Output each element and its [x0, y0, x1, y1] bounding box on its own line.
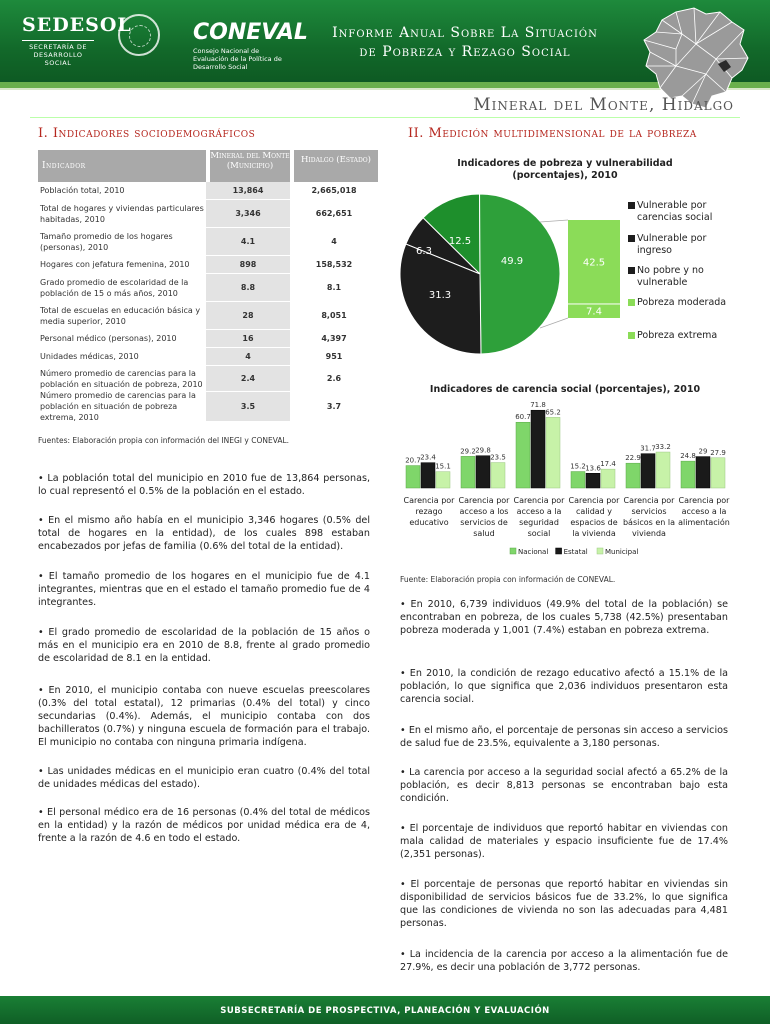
legend-swatch: [628, 267, 635, 274]
legend-swatch: [628, 235, 635, 242]
report-title: [300, 24, 630, 62]
sedesol-subtitle: SECRETARÍA DE DESARROLLO SOCIAL: [22, 40, 94, 67]
table-row: [38, 302, 378, 330]
row-label: Unidades médicas, 2010: [40, 352, 139, 361]
bar: [711, 458, 725, 488]
table-header: [38, 150, 378, 182]
bar-value-label: 65.2: [545, 408, 561, 417]
legend-label: Pobreza extrema: [637, 330, 718, 341]
bar: [681, 461, 695, 488]
row-label: Tamaño promedio de los hogares (personas), 2010: [40, 231, 173, 252]
row-state-value: 662,651: [315, 209, 353, 218]
indicators-table: [38, 150, 378, 422]
breakdown-label-extreme: 7.4: [586, 306, 602, 318]
table-row: [38, 274, 378, 302]
row-municipality-value: 2.4: [206, 366, 290, 391]
category-label: Carencia por calidad y espacios de la vivienda: [568, 496, 620, 538]
row-label: Personal médico (personas), 2010: [40, 334, 177, 343]
footer-band: SUBSECRETARÍA DE PROSPECTIVA, PLANEACIÓN Y EVALUACIÓN: [0, 996, 770, 1024]
row-municipality-value: 3,346: [206, 200, 290, 227]
bar-value-label: 24.8: [680, 452, 696, 461]
connector-line: [540, 220, 568, 222]
bar-legend-label: Estatal: [563, 548, 588, 556]
right-paragraph: • El porcentaje de individuos que reportó habitar en viviendas con mala calidad de materiales y espacio insuficiente fue de 17.4% (2,351 personas).: [400, 823, 728, 860]
bar: [586, 473, 600, 488]
poverty-pie-chart: [390, 190, 630, 370]
right-paragraph: • En 2010, la condición de rezago educativo afectó a 15.1% de la población, lo que significa que 2,036 individuos presentaron esta carencia social.: [400, 668, 728, 705]
row-label: Población total, 2010: [40, 186, 125, 195]
bar: [571, 472, 585, 488]
table-row: [38, 182, 378, 200]
row-label: Total de hogares y viviendas particulares habitadas, 2010: [40, 203, 204, 224]
left-paragraph: • La población total del municipio en 2010 fue de 13,864 personas, lo cual representó el 0.5% de la población en el estado.: [38, 473, 370, 497]
coneval-logo-text: CONEVAL: [193, 20, 308, 45]
national-seal-icon: [118, 14, 160, 56]
right-paragraph: • El porcentaje de personas que reportó habitar en viviendas sin disponibilidad de servicios básicos fue de 33.2%, lo que significa que las condiciones de vivienda no son las adecuadas para 4,481 personas.: [400, 879, 728, 929]
category-label: Carencia por acceso a la alimentación: [678, 496, 730, 527]
row-municipality-value: 13,864: [206, 182, 290, 199]
right-paragraph: • La incidencia de la carencia por acceso a la alimentación fue de 27.9%, es decir una población de 3,772 personas.: [400, 949, 728, 973]
bar-chart-title: Indicadores de carencia social (porcentajes), 2010: [429, 384, 701, 395]
bar: [641, 454, 655, 488]
sedesol-logo-text: SEDESOL: [22, 14, 132, 36]
category-label: Carencia por acceso a la seguridad social: [513, 496, 565, 538]
left-paragraph: • En el mismo año había en el municipio 3,346 hogares (0.5% del total de hogares en la entidad), de los cuales 898 estaban encabezados por jefas de familia (0.6% del total de la entidad).: [38, 515, 370, 552]
bar: [531, 410, 545, 488]
right-paragraph: • En 2010, 6,739 individuos (49.9% del total de la población) se encontraban en pobreza, de los cuales 5,738 (42.5%) presentaban pobreza moderada y 1,001 (7.4%) estaban en pobreza extrema.: [400, 599, 728, 636]
pie-slice-label: 49.9: [500, 256, 524, 267]
row-municipality-value: 3.5: [206, 392, 290, 421]
source-note-right: Fuente: Elaboración propia con información de CONEVAL.: [400, 575, 616, 584]
row-state-value: 3.7: [326, 402, 342, 411]
bar-value-label: 60.7: [515, 413, 531, 422]
bar-legend-swatch: [597, 548, 603, 554]
row-municipality-value: 4: [206, 348, 290, 365]
breakdown-label-moderate: 42.5: [582, 257, 606, 269]
coneval-logo: [193, 20, 308, 71]
row-label: Total de escuelas en educación básica y media superior, 2010: [40, 305, 201, 326]
row-state-value: 8,051: [321, 311, 347, 320]
legend-label: No pobre y no vulnerable: [637, 265, 704, 288]
report-title-line1: Informe Anual Sobre La Situación: [332, 25, 598, 41]
bar: [406, 466, 420, 488]
bar-value-label: 29: [698, 447, 708, 456]
bar: [601, 469, 615, 488]
legend-swatch: [628, 202, 635, 209]
header-municipality: Mineral del Monte (Municipio): [210, 150, 290, 182]
left-paragraph: • El grado promedio de escolaridad de la población de 15 años o más en el municipio era en 2010 de 8.8, frente al grado promedio de escolaridad de 8.1 en la entidad.: [38, 627, 370, 664]
bar-value-label: 23.5: [490, 453, 506, 462]
bar-value-label: 13.6: [585, 464, 601, 473]
bar-value-label: 22.9: [625, 454, 641, 463]
row-municipality-value: 16: [206, 330, 290, 347]
bar: [461, 456, 475, 488]
legend-swatch: [628, 299, 635, 306]
row-state-value: 4,397: [321, 334, 347, 343]
legend-label: Vulnerable por carencias social: [637, 200, 713, 223]
row-state-value: 2.6: [326, 374, 342, 383]
table-row: [38, 348, 378, 366]
row-state-value: 8.1: [326, 283, 342, 292]
section2-title: II. Medición multidimensional de la pobreza: [408, 126, 697, 141]
bar-value-label: 31.7: [640, 444, 656, 453]
table-row: [38, 392, 378, 422]
social-deprivation-bar-chart: [398, 398, 732, 570]
sedesol-logo: [22, 14, 132, 67]
right-paragraph: • La carencia por acceso a la seguridad social afectó a 65.2% de la población, es decir 8,813 personas se encontraban bajo esta condición.: [400, 767, 728, 804]
bar-value-label: 20.7: [405, 456, 421, 465]
pie-slice-label: 12.5: [448, 236, 472, 247]
bar-value-label: 27.9: [710, 448, 726, 457]
pie-slice-label: 6.3: [416, 246, 432, 257]
left-paragraph: • En 2010, el municipio contaba con nueve escuelas preescolares (0.3% del total estatal), 12 primarias (0.4% del total) y cinco secundarias (0.4%). Además, el municipio contaba con dos bachilleratos (0.7%) y ninguna escuela de formación para el trabajo. El municipio no contaba con ninguna primaria indígena.: [38, 685, 370, 748]
row-state-value: 4: [331, 237, 337, 246]
bar-value-label: 33.2: [655, 443, 671, 452]
row-label: Hogares con jefatura femenina, 2010: [40, 260, 190, 269]
category-label: Carencia por servicios básicos en la vivienda: [622, 496, 676, 538]
header-indicator: Indicador: [38, 150, 206, 182]
legend-swatch: [628, 332, 635, 339]
bar: [626, 463, 640, 488]
bar: [696, 457, 710, 488]
row-state-value: 951: [325, 352, 343, 361]
table-row: [38, 256, 378, 274]
table-row: [38, 330, 378, 348]
pie-chart-title: Indicadores de pobreza y vulnerabilidad (porcentajes), 2010: [457, 158, 673, 181]
title-divider: [30, 117, 740, 118]
bar: [421, 463, 435, 488]
legend-label: Vulnerable por ingreso: [637, 233, 707, 256]
legend-label: Pobreza moderada: [637, 297, 727, 308]
bar: [436, 472, 450, 488]
table-row: [38, 228, 378, 256]
bar-value-label: 71.8: [530, 401, 546, 410]
row-label: Número promedio de carencias para la población en situación de pobreza extrema, 2010: [40, 391, 196, 422]
bar-legend-label: Nacional: [518, 548, 549, 556]
row-municipality-value: 4.1: [206, 228, 290, 255]
pie-slice-label: 31.3: [428, 290, 452, 301]
municipality-title: Mineral del Monte, Hidalgo: [473, 95, 734, 115]
bar-value-label: 23.4: [420, 453, 436, 462]
coneval-subtitle: Consejo Nacional de Evaluación de la Política de Desarrollo Social: [193, 47, 282, 71]
section1-title: I. Indicadores sociodemográficos: [38, 126, 256, 141]
bar-value-label: 29.2: [460, 447, 476, 456]
bar-legend-swatch: [510, 548, 516, 554]
category-label: Carencia por rezago educativo: [403, 496, 455, 527]
bar: [516, 422, 530, 488]
bar-value-label: 15.1: [435, 462, 451, 471]
row-state-value: 2,665,018: [311, 186, 357, 195]
row-state-value: 158,532: [315, 260, 353, 269]
bar: [546, 417, 560, 488]
bar-legend-label: Municipal: [605, 548, 639, 556]
bar-value-label: 29.8: [475, 446, 491, 455]
bar-legend-swatch: [556, 548, 562, 554]
source-note-left: Fuentes: Elaboración propia con información del INEGI y CONEVAL.: [38, 436, 290, 445]
bar: [476, 456, 490, 488]
left-paragraph: • El personal médico era de 16 personas (0.4% del total de médicos en la entidad) y la razón de médicos por unidad médica era de 4, frente a la razón de 4.6 en todo el estado.: [38, 807, 370, 844]
bar: [491, 463, 505, 488]
left-paragraph: • El tamaño promedio de los hogares en el municipio fue de 4.1 integrantes, mientras que en el estado el tamaño promedio fue de 4 integrantes.: [38, 571, 370, 608]
row-municipality-value: 28: [206, 302, 290, 329]
row-municipality-value: 8.8: [206, 274, 290, 301]
left-paragraph: • Las unidades médicas en el municipio eran cuatro (0.4% del total de unidades médicas del estado).: [38, 766, 370, 790]
row-label: Número promedio de carencias para la población en situación de pobreza, 2010: [40, 368, 203, 389]
header-state: Hidalgo (Estado): [294, 150, 378, 182]
bar-value-label: 15.2: [570, 462, 586, 471]
row-municipality-value: 898: [206, 256, 290, 273]
pie-slice: [480, 194, 560, 354]
report-title-line2: de Pobreza y Rezago Social: [359, 44, 571, 60]
bar: [656, 452, 670, 488]
bar-value-label: 17.4: [600, 460, 616, 469]
category-label: Carencia por acceso a los servicios de salud: [458, 496, 510, 538]
right-paragraph: • En el mismo año, el porcentaje de personas sin acceso a servicios de salud fue de 23.5%, equivalente a 3,180 personas.: [400, 725, 728, 749]
table-row: [38, 200, 378, 228]
table-body: [38, 182, 378, 422]
row-label: Grado promedio de escolaridad de la población de 15 o más años, 2010: [40, 277, 189, 298]
